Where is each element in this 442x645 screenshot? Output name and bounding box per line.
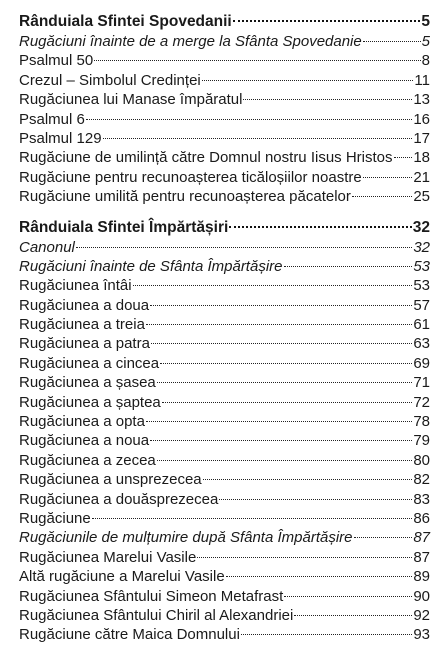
toc-entry-page: 82	[413, 471, 430, 489]
toc-entry-page: 18	[413, 149, 430, 167]
dot-leader	[160, 363, 412, 364]
toc-entry-page: 87	[413, 548, 430, 566]
toc-entry-page: 93	[413, 626, 430, 644]
toc-entry-page: 61	[413, 316, 430, 334]
toc-entry-title: Psalmul 6	[19, 110, 85, 128]
dot-leader	[151, 343, 412, 344]
toc-entry-page: 21	[413, 168, 430, 186]
toc-section	[19, 11, 430, 207]
toc-entry[interactable]	[19, 32, 430, 51]
toc-entry-title: Rugăciunea lui Manase împăratul	[19, 91, 243, 109]
toc-entry-page: 57	[413, 296, 430, 314]
toc-entry[interactable]	[19, 110, 430, 129]
toc-entry-title: Rugăciunea a șaptea	[19, 393, 161, 411]
toc-entry-page: 53	[413, 257, 430, 275]
toc-entry[interactable]	[19, 373, 430, 392]
toc-entry-page: 71	[413, 374, 430, 392]
toc-entry-title: Rugăciune de umilință către Domnul nostru Iisus Hristos	[19, 149, 393, 167]
dot-leader	[229, 226, 411, 228]
dot-leader	[197, 557, 412, 558]
dot-leader	[150, 305, 412, 306]
toc-entry-title: Rugăciunea a șasea	[19, 374, 156, 392]
toc-entry[interactable]	[19, 528, 430, 547]
dot-leader	[354, 537, 413, 538]
dot-leader	[150, 440, 412, 441]
toc-entry-title: Crezul – Simbolul Credinței	[19, 71, 201, 89]
toc-entry-title: Rugăciunea a zecea	[19, 451, 156, 469]
toc-entry[interactable]	[19, 334, 430, 353]
dot-leader	[226, 576, 413, 577]
toc-entry-title: Rugăciunea a noua	[19, 432, 150, 450]
toc-entry-page: 80	[413, 451, 430, 469]
toc-entry-title: Psalmul 129	[19, 129, 102, 147]
toc-entry-page: 78	[413, 413, 430, 431]
toc-entry-page: 53	[413, 277, 430, 295]
dot-leader	[294, 615, 412, 616]
toc-entry-page: 16	[413, 110, 430, 128]
toc-entry[interactable]	[19, 393, 430, 412]
toc-section	[19, 217, 430, 645]
toc-entry[interactable]	[19, 168, 430, 187]
dot-leader	[86, 119, 412, 120]
dot-leader	[103, 138, 413, 139]
toc-entry-title: Rugăciuni înainte de a merge la Sfânta Spovedanie	[19, 33, 362, 50]
dot-leader	[284, 596, 412, 597]
dot-leader	[157, 382, 413, 383]
toc-entry-title: Canonul	[19, 238, 75, 256]
dot-leader	[363, 41, 421, 42]
section-heading[interactable]	[19, 217, 430, 238]
dot-leader	[233, 20, 421, 22]
section-heading-title: Rânduiala Sfintei Spovedanii	[19, 13, 232, 30]
toc-entry-page: 13	[413, 91, 430, 109]
dot-leader	[146, 421, 412, 422]
dot-leader	[92, 518, 413, 519]
toc-entry-title: Rugăciunea a treia	[19, 316, 145, 334]
toc-entry-page: 83	[413, 490, 430, 508]
toc-entry-title: Altă rugăciune a Marelui Vasile	[19, 568, 225, 586]
toc-entry[interactable]	[19, 490, 430, 509]
toc-entry-title: Rugăciunea Sfântului Simeon Metafrast	[19, 587, 284, 605]
toc-entry[interactable]	[19, 71, 430, 90]
toc-entry[interactable]	[19, 187, 430, 206]
dot-leader	[133, 285, 413, 286]
toc-entry[interactable]	[19, 509, 430, 528]
toc-entry-page: 5	[421, 33, 430, 50]
toc-entry-title: Rugăciune	[19, 509, 91, 527]
toc-entry-page: 69	[413, 354, 430, 372]
dot-leader	[394, 157, 413, 158]
toc-entry-page: 92	[413, 606, 430, 624]
toc-entry-page: 32	[413, 238, 430, 256]
dot-leader	[363, 177, 413, 178]
toc-entry[interactable]	[19, 238, 430, 257]
toc-entry[interactable]	[19, 129, 430, 148]
toc-entry-page: 87	[413, 529, 430, 547]
dot-leader	[162, 402, 413, 403]
toc-entry-page: 11	[414, 71, 430, 89]
toc-entry[interactable]	[19, 51, 430, 70]
toc-entry-page: 72	[413, 393, 430, 411]
dot-leader	[241, 634, 412, 635]
toc-entry-title: Psalmul 50	[19, 52, 94, 70]
section-heading-page: 5	[421, 13, 430, 30]
toc-entry-page: 90	[413, 587, 430, 605]
toc-entry-page: 25	[413, 188, 430, 206]
toc-entry-title: Rugăciunea a douăsprezecea	[19, 490, 219, 508]
toc-entry[interactable]	[19, 257, 430, 276]
toc-entry-page: 63	[413, 335, 430, 353]
section-heading-title: Rânduiala Sfintei Împărtășiri	[19, 218, 229, 236]
toc-entry-title: Rugăciunea a opta	[19, 413, 145, 431]
toc-entry-title: Rugăciuni înainte de Sfânta Împărtășire	[19, 257, 283, 275]
toc-entry-page: 17	[413, 129, 430, 147]
toc-entry-title: Rugăciunea a doua	[19, 296, 150, 314]
toc-entry-page: 8	[421, 52, 430, 70]
toc-entry[interactable]	[19, 606, 430, 625]
toc-entry-title: Rugăciune către Maica Domnului	[19, 626, 240, 644]
toc-entry-page: 79	[413, 432, 430, 450]
toc-entry[interactable]	[19, 567, 430, 586]
toc-entry[interactable]	[19, 587, 430, 606]
section-heading-page: 32	[412, 218, 430, 236]
toc-entry-page: 86	[413, 509, 430, 527]
dot-leader	[352, 196, 412, 197]
toc-entry-title: Rugăciunile de mulțumire după Sfânta Împărtășire	[19, 529, 353, 547]
toc-entry[interactable]	[19, 148, 430, 167]
toc-sections	[19, 11, 430, 645]
toc-entry[interactable]	[19, 354, 430, 373]
toc-entry-title: Rugăciunea a cincea	[19, 354, 160, 372]
toc-entry[interactable]	[19, 625, 430, 644]
dot-leader	[157, 460, 413, 461]
toc-entry[interactable]	[19, 296, 430, 315]
toc-entry-title: Rugăciunea a patra	[19, 335, 150, 353]
toc-entry[interactable]	[19, 548, 430, 567]
toc-entry-title: Rugăciunea întâi	[19, 277, 132, 295]
dot-leader	[202, 80, 414, 81]
dot-leader	[146, 324, 412, 325]
toc-entry[interactable]	[19, 451, 430, 470]
toc-entry[interactable]	[19, 276, 430, 295]
toc-entry-title: Rugăciunea Sfântului Chiril al Alexandriei	[19, 606, 294, 624]
toc-entry[interactable]	[19, 90, 430, 109]
toc-entry-title: Rugăciunea Marelui Vasile	[19, 548, 197, 566]
toc-entry[interactable]	[19, 431, 430, 450]
dot-leader	[94, 60, 420, 61]
dot-leader	[284, 266, 413, 267]
toc-entry[interactable]	[19, 315, 430, 334]
dot-leader	[76, 247, 412, 248]
section-heading[interactable]	[19, 11, 430, 32]
dot-leader	[203, 479, 413, 480]
toc-entry-page: 89	[413, 568, 430, 586]
toc-entry[interactable]	[19, 470, 430, 489]
dot-leader	[219, 499, 412, 500]
toc-entry-title: Rugăciune umilită pentru recunoașterea păcatelor	[19, 188, 351, 206]
toc-entry[interactable]	[19, 412, 430, 431]
toc-entry-title: Rugăciunea a unsprezecea	[19, 471, 202, 489]
toc-entry-title: Rugăciune pentru recunoașterea ticăloșiilor noastre	[19, 168, 362, 186]
dot-leader	[243, 99, 412, 100]
